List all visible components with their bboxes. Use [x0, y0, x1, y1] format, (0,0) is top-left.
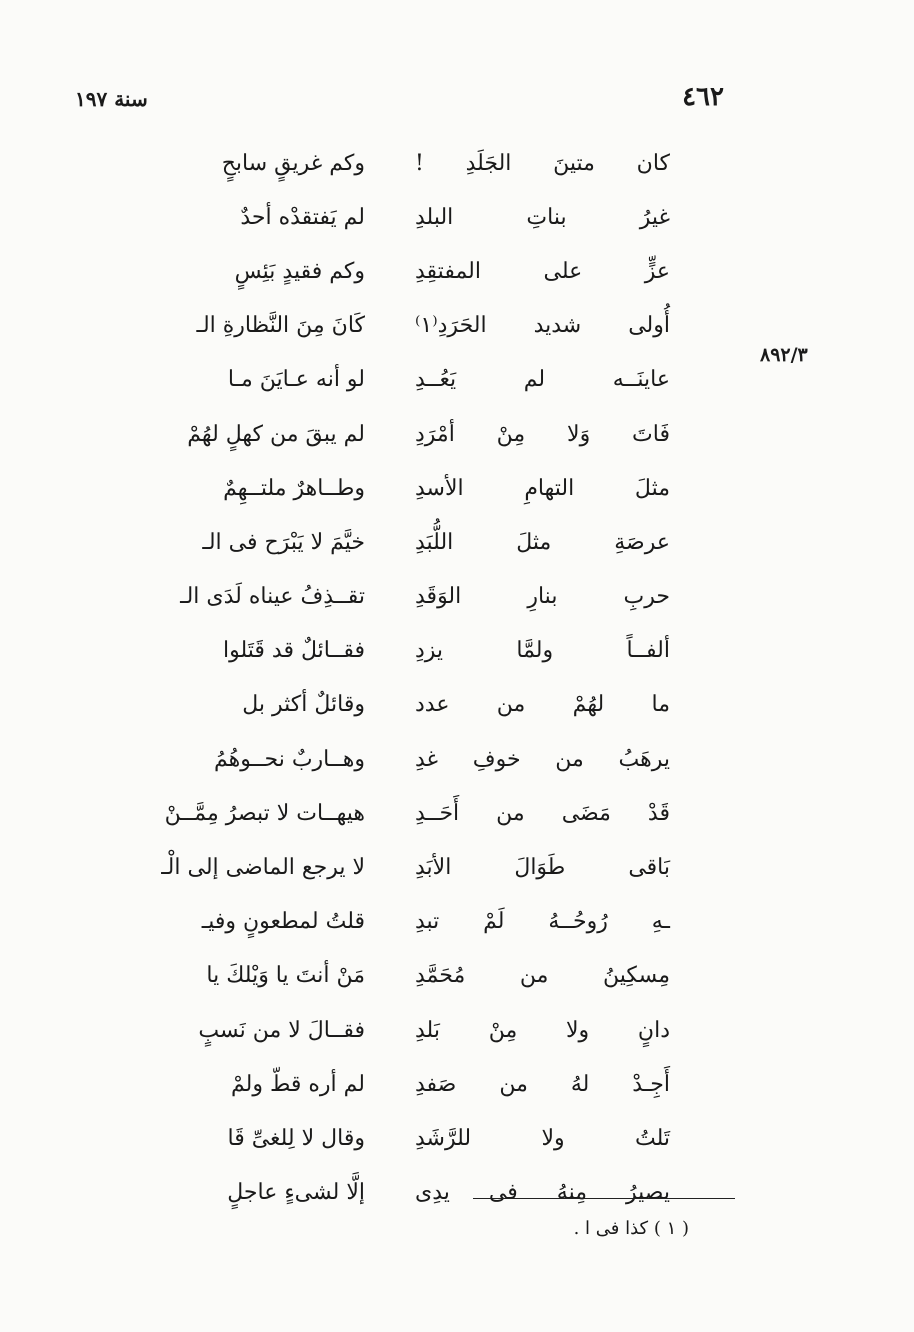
verse-line — [130, 461, 670, 515]
verse-first-hemistich: إلَّا لشىءٍ عاجلٍ — [227, 1180, 365, 1206]
verse-first-hemistich: قلتُ لمطعونٍ وفيـ — [201, 909, 365, 935]
verse-second-hemistich: عزٍّ على المفتقِدِ — [415, 258, 670, 284]
verse-first-hemistich: وطــاهرٌ ملتــهِمٌ — [223, 475, 365, 501]
verse-line — [130, 1003, 670, 1057]
footnote-divider — [473, 1198, 735, 1199]
verse-second-hemistich: ـهِ رُوحُــهُ لَمْ تبدِ — [415, 909, 670, 935]
verse-second-hemistich: تَلتُ ولا للرَّشَدِ — [415, 1125, 670, 1151]
verse-first-hemistich: لم يبقَ من كهلٍ لهُمْ — [187, 421, 365, 447]
verse-line — [130, 190, 670, 244]
verse-line — [130, 1111, 670, 1165]
verse-second-hemistich: يرهَبُ من خوفِ غدِ — [415, 746, 670, 772]
poem-verses — [130, 136, 670, 1220]
margin-reference: ٨٩٢/٣ — [760, 344, 808, 366]
verse-first-hemistich: خيَّمَ لا يَبْرَح فى الـ — [202, 529, 365, 555]
verse-line — [130, 895, 670, 949]
verse-line — [130, 244, 670, 298]
verse-first-hemistich: لم يَفتقدْه أحدٌ — [240, 204, 365, 230]
verse-first-hemistich: لا يرجع الماضى إلى الْـ — [161, 855, 365, 881]
running-header-year: سنة ١٩٧ — [75, 87, 148, 111]
verse-first-hemistich: تقــذِفُ عيناه لَدَى الـ — [180, 584, 365, 610]
verse-first-hemistich: لو أنه عـايَنَ مـا — [227, 367, 365, 393]
verse-second-hemistich: عرصَةِ مثلَ اللُّبَدِ — [415, 529, 670, 555]
verse-second-hemistich: عاينَــه لم يَعُــدِ — [415, 367, 670, 393]
verse-line — [130, 678, 670, 732]
verse-first-hemistich: لم أره قطّ ولمْ — [231, 1071, 365, 1097]
verse-line — [130, 353, 670, 407]
verse-line — [130, 949, 670, 1003]
page-number: ٤٦٢ — [682, 82, 724, 112]
verse-second-hemistich: أُولى شديد الحَرَدِ⁽١⁾ — [415, 313, 670, 339]
verse-second-hemistich: دانٍ ولا مِنْ بَلدِ — [415, 1017, 670, 1043]
verse-second-hemistich: ما لهُمْ من عدد — [415, 692, 670, 718]
verse-first-hemistich: مَنْ أنتَ يا وَيْلكَ يا — [206, 963, 365, 989]
footnote: ( ١ ) كذا فى ا . — [573, 1218, 689, 1239]
verse-line — [130, 840, 670, 894]
verse-first-hemistich: وكم فقيدٍ بَئِسٍ — [234, 258, 365, 284]
verse-second-hemistich: حربِ بنارِ الوَقَدِ — [415, 584, 670, 610]
verse-line — [130, 136, 670, 190]
verse-line — [130, 407, 670, 461]
verse-second-hemistich: ألفــاً ولمَّا يزدِ — [415, 638, 670, 664]
verse-first-hemistich: فقــالَ لا من نَسبٍ — [198, 1017, 365, 1043]
verse-first-hemistich: فقــائلٌ قد قَتَلوا — [223, 638, 365, 664]
verse-line — [130, 1166, 670, 1220]
verse-line — [130, 732, 670, 786]
verse-first-hemistich: وقائلٌ أكثر بل — [242, 692, 365, 718]
verse-first-hemistich: كَانَ مِنَ النَّظارةِ الـ — [196, 313, 365, 339]
verse-second-hemistich: مثلَ التهامِ الأسدِ — [415, 475, 670, 501]
verse-second-hemistich: قَدْ مَضَى من أَحَــدِ — [415, 800, 670, 826]
verse-line — [130, 515, 670, 569]
verse-first-hemistich: وهــاربٌ نحــوهُمُ — [214, 746, 365, 772]
verse-first-hemistich: هيهــات لا تبصرُ مِمَّــنْ — [164, 800, 365, 826]
verse-second-hemistich: مِسكِينُ من مُحَمَّدِ — [415, 963, 670, 989]
verse-line — [130, 624, 670, 678]
verse-second-hemistich: بَاقى طَوَالَ الأبَدِ — [415, 855, 670, 881]
verse-second-hemistich: غيرُ بناتِ البلدِ — [415, 204, 670, 230]
verse-line — [130, 786, 670, 840]
verse-second-hemistich: فَاتَ وَلا مِنْ أمْرَدِ — [415, 421, 670, 447]
verse-second-hemistich: يصيرُ مِنهُ فى يدِى — [415, 1180, 670, 1206]
verse-line — [130, 299, 670, 353]
verse-line — [130, 570, 670, 624]
verse-line — [130, 1057, 670, 1111]
verse-first-hemistich: وقال لا لِلغىِّ قَا — [227, 1125, 365, 1151]
verse-second-hemistich: كان متينَ الجَلَدِ ! — [415, 150, 670, 176]
verse-second-hemistich: أَجِـدْ لهُ من صَفدِ — [415, 1071, 670, 1097]
verse-first-hemistich: وكم غريقٍ سابحٍ — [221, 150, 365, 176]
